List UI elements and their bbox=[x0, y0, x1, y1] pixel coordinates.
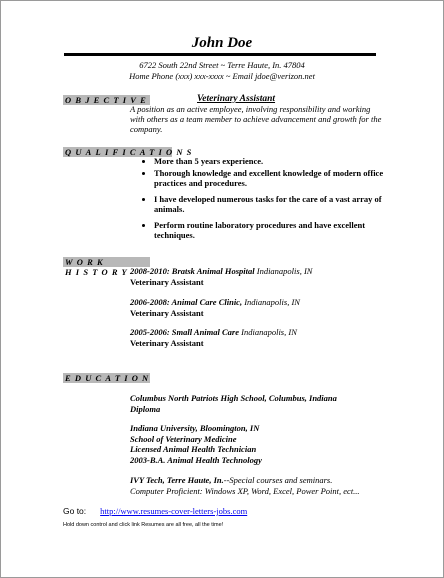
education-school-2 bbox=[130, 423, 390, 465]
job-entry bbox=[130, 327, 297, 349]
school-name: Columbus North Patriots High School, Columbus, Indiana bbox=[130, 393, 337, 403]
qualifications-list bbox=[130, 156, 384, 246]
job-title: 2006-2008: Animal Care Clinic, bbox=[130, 297, 243, 307]
job-position: Veterinary Assistant bbox=[130, 338, 204, 348]
school-degree: 2003-B.A. Animal Health Technology bbox=[130, 454, 262, 465]
job-title: 2008-2010: Bratsk Animal Hospital bbox=[130, 266, 255, 276]
job-entry bbox=[130, 297, 300, 319]
goto-label: Go to: bbox=[63, 506, 87, 516]
school-department: School of Veterinary Medicine bbox=[130, 433, 237, 444]
qualification-item: • Thorough knowledge and excellent knowledge of modern office practices and procedures. bbox=[154, 168, 384, 189]
qualification-item: • More than 5 years experience. bbox=[154, 156, 384, 167]
job-location: Indianapolis, IN bbox=[256, 266, 313, 276]
qualification-item: • I have developed numerous tasks for the care of a vast array of animals. bbox=[154, 194, 384, 215]
job-position: Veterinary Assistant bbox=[130, 277, 204, 287]
job-location: Indianapolis, IN bbox=[241, 327, 297, 337]
qualifications-heading: QUALIFICATIONS bbox=[65, 147, 196, 157]
school-name: IVY Tech, Terre Haute, In. bbox=[130, 475, 224, 485]
job-title: 2005-2006: Small Animal Care bbox=[130, 327, 240, 337]
goto-line bbox=[63, 506, 247, 516]
address-line: 6722 South 22nd Street ~ Terre Haute, In. 47804 bbox=[139, 60, 305, 70]
education-heading: EDUCATION bbox=[65, 373, 153, 383]
job-entry bbox=[130, 266, 312, 288]
resume-site-link[interactable]: http://www.resumes-cover-letters-jobs.com bbox=[100, 506, 248, 516]
phone-email-line: Home Phone (xxx) xxx-xxxx ~ Email jdoe@verizon.net bbox=[129, 71, 315, 81]
school-name: Indiana University, Bloomington, IN bbox=[130, 423, 260, 433]
school-degree: Diploma bbox=[130, 403, 161, 414]
objective-heading: OBJECTIVE bbox=[65, 95, 151, 105]
resume-name: John Doe bbox=[191, 35, 253, 51]
work-history-heading: WORK HISTORY bbox=[63, 257, 150, 267]
school-courses: --Special courses and seminars. bbox=[223, 475, 333, 485]
job-position: Veterinary Assistant bbox=[130, 308, 204, 318]
objective-text: A position as an active employee, involving responsibility and working with others as a team member to achieve advancement and growth for the company. bbox=[130, 104, 382, 134]
job-location: Indianapolis, IN bbox=[244, 297, 300, 307]
footer-note: Hold down control and click link Resumes are all free, all the time! bbox=[63, 522, 224, 528]
qualification-item: • Perform routine laboratory procedures and have excellent techniques. bbox=[154, 220, 384, 241]
school-license: Licensed Animal Health Technician bbox=[130, 444, 257, 454]
computer-skills: Computer Proficient: Windows XP, Word, Excel, Power Point, ect... bbox=[130, 485, 360, 496]
objective-title: Veterinary Assistant bbox=[197, 94, 276, 104]
header-rule bbox=[64, 53, 376, 56]
education-school-1 bbox=[130, 393, 390, 414]
education-school-3 bbox=[130, 475, 390, 496]
